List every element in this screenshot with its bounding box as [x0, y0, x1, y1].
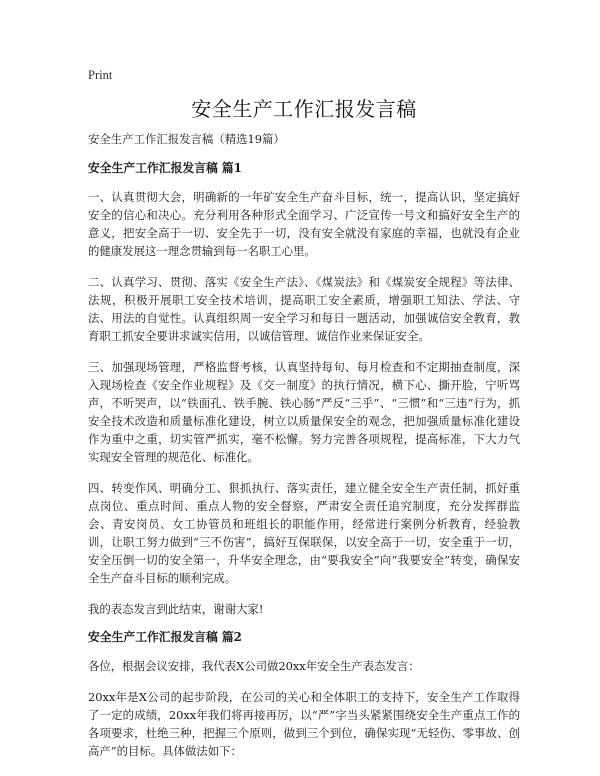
- document-body: [88, 130, 520, 773]
- section-heading-1: 安全生产工作汇报发言稿 篇1: [88, 161, 242, 175]
- section2-paragraph-1: 各位，根据会议安排，我代表X公司做20xx年安全生产表态发言：: [88, 659, 420, 673]
- section2-paragraph-2: 20xx年是X公司的起步阶段，在公司的关心和全体职工的支持下，安全生产工作取得了一定的成绩，20xx年我们将再接再厉，以“严”字当头紧紧围绕安全生产重点工作的各项要求，杜绝三种，把握三个原则，做到三个到位，确保实现“无轻伤、零事故、创高产”的目标。具体做法如下：: [88, 690, 520, 758]
- document-subtitle: 安全生产工作汇报发言稿（精选19篇）: [88, 132, 285, 146]
- section1-paragraph-2: 二、认真学习、贯彻、落实《安全生产法》、《煤炭法》和《煤炭安全规程》等法律、法规，积极开展职工安全技术培训，提高职工安全素质，增强职工知法、学法、守法、用法的自觉性。认真组织周一安全学习和每日一题活动，加强诚信安全教育，教育职工抓安全要讲求诚实信用，以诚信管理、诚信作业来保证安全。: [88, 275, 520, 343]
- section1-paragraph-4: 四、转变作风、明确分工、狠抓执行、落实责任，建立健全安全生产责任制，抓好重点岗位、重点时间、重点人物的安全督察，严肃安全责任追究制度，充分发挥群监会、青安岗员、女工协管员和班组长的职能作用，经常进行案例分析教育，经验教训，让职工努力做到“三不伤害”，搞好互保联保，以安全高于一切，安全重于一切，安全压倒一切的安全第一，升华安全理念，由“要我安全”向“我要安全”转变，确保安全生产奋斗目标的顺利完成。: [88, 481, 520, 585]
- print-link[interactable]: Print: [88, 68, 113, 82]
- section1-paragraph-3: 三、加强现场管理，严格监督考核，认真坚持每旬、每月检查和不定期抽查制度，深入现场检查《安全作业规程》及《交一制度》的执行情况，横下心、撕开脸，宁听骂声，不听哭声，以“铁面孔、铁手腕、铁心肠”严反“三乎”、“三惯”和“三违”行为，抓安全技术改造和质量标准化建设，树立以质量保安全的观念，把加强质量标准化建设作为重中之重，切实管严抓实，毫不松懈。努力完善各项规程，提高标准，下大力气实现安全管理的规范化、标准化。: [88, 360, 520, 464]
- section1-closing: 我的表态发言到此结束，谢谢大家!: [88, 602, 264, 616]
- document-title: 安全生产工作汇报发言稿: [191, 97, 417, 121]
- section1-paragraph-1: 一、认真贯彻大会，明确新的一年矿安全生产奋斗目标，统一，提高认识，坚定搞好安全的信心和决心。充分利用各种形式全面学习、广泛宣传一号文和搞好安全生产的意义，把安全高于一切、安全先于一切，没有安全就没有家庭的幸福，也就没有企业的健康发展这一理念贯输到每一名职工心里。: [88, 190, 520, 258]
- section-heading-2: 安全生产工作汇报发言稿 篇2: [88, 630, 242, 644]
